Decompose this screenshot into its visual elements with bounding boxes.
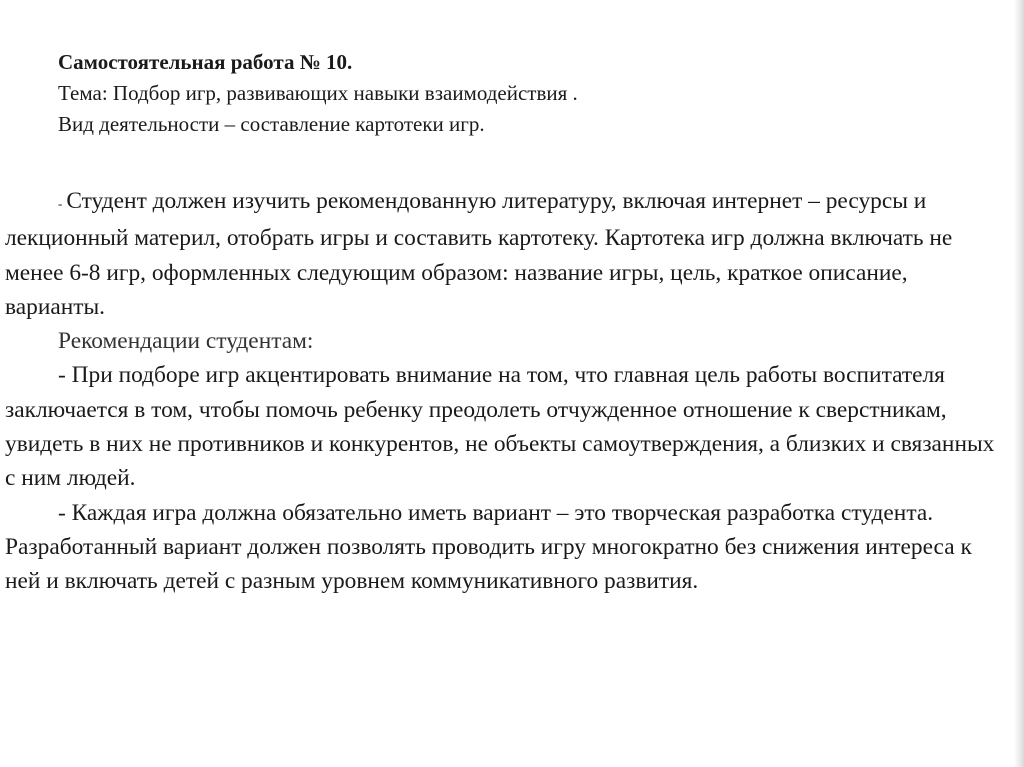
topic-line: Тема: Подбор игр, развивающих навыки взаимодействия . [58,81,578,105]
slide-title: Самостоятельная работа № 10. [58,50,353,74]
recommendations-heading: Рекомендации студентам: [58,328,314,355]
intro-dash: - [58,196,63,211]
recommendation-item-2: - Каждая игра должна обязательно иметь вариант – это творческая разработка студента. Разработанный вариант должен позволять проводить игру многократно без снижения интереса к ней и включать детей с разным уровнем коммуникативного развития. [5,499,972,595]
intro-paragraph [5,184,1010,324]
recommendation-item-1: - При подборе игр акцентировать внимание на том, что главная цель работы воспитателя заключается в том, чтобы помочь ребенку преодолеть отчужденное отношение к сверстникам, увидеть в них не противников и конкурентов, не объекты самоутверждения, а близких и связанных с ним людей. [5,362,995,492]
slide-body [5,184,1010,599]
intro-text: Студент должен изучить рекомендованную литературу, включая интернет – ресурсы и лекционный материл, отобрать игры и составить картотеку. Картотека игр должна включать не менее 6-8 игр, оформленных следующим образом: название игры, цель, краткое описание, варианты. [5,188,953,320]
slide-header [58,47,978,140]
activity-line: Вид деятельности – составление картотеки игр. [58,112,485,136]
slide-edge-shadow [1014,0,1024,767]
